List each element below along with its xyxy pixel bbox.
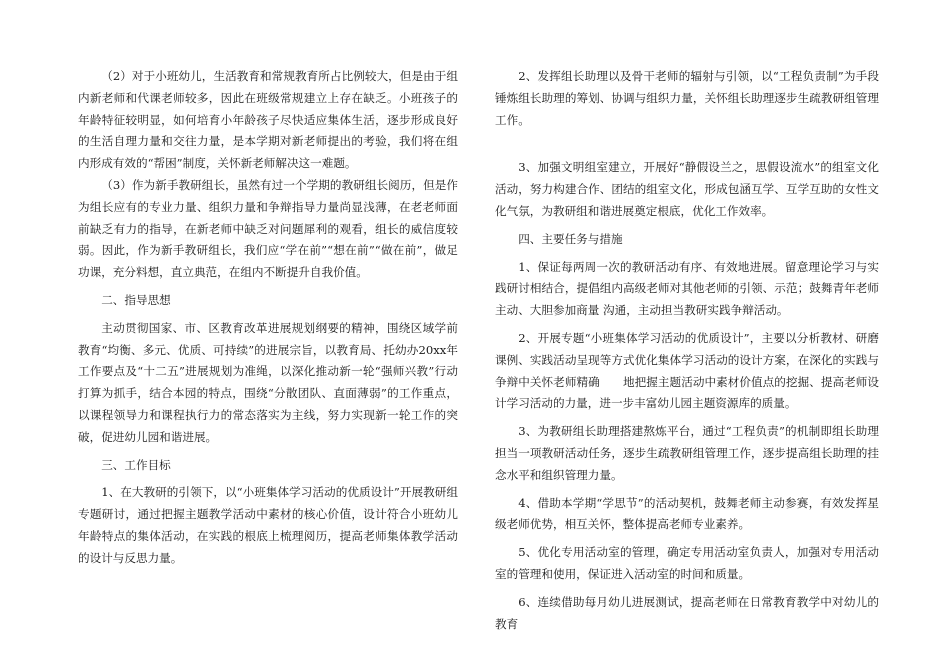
paragraph-task-6: 6、连续借助每月幼儿进展测试，提高老师在日常教育教学中对幼儿的教育 xyxy=(495,594,879,631)
heading-main-tasks: 四、主要任务与措施 xyxy=(518,231,623,246)
heading-work-goals: 三、工作目标 xyxy=(101,457,171,472)
paragraph-goal-3: 3、加强文明组室建立，开展好“静假设兰之，思假设流水”的组室文化活动，努力构建合作、团结的组室文化，形成包涵互学、互学互助的女性文化气氛，为教研组和谐进展奠定根底，优化工作效率。 xyxy=(495,160,879,218)
paragraph-task-5: 5、优化专用活动室的管理，确定专用活动室负责人，加强对专用活动室的管理和使用，保证进入活动室的时间和质量。 xyxy=(495,545,879,581)
right-column xyxy=(495,66,879,635)
paragraph-task-2: 2、开展专题“小班集体学习活动的优质设计”，主要以分析教材、研磨课例、实践活动呈现等方式优化集体学习活动的设计方案，在深化的实践与争辩中关怀老师精确 地把握主题活动中素材价值点的挖掘、提高老师设计学习活动的力量，进一步丰富幼儿园主题资源库的质量。 xyxy=(495,330,879,411)
left-column xyxy=(78,66,458,570)
paragraph-task-3: 3、为教研组长助理搭建熬炼平台，通过“工程负责”的机制即组长助理担当一项教研活动任务，逐步生疏教研组管理工作，逐步提高组长助理的挂念水平和组织管理力量。 xyxy=(495,424,879,482)
paragraph-task-4: 4、借助本学期“学思节”的活动契机，鼓舞老师主动参赛，有效发挥星级老师优势，相互关怀，整体提高老师专业素养。 xyxy=(495,495,879,532)
paragraph-goal-2: 2、发挥组长助理以及骨干老师的辐射与引领，以“工程负责制”为手段锤炼组长助理的筹划、协调与组织力量，关怀组长助理逐步生疏教研组管理工作。 xyxy=(495,69,879,127)
heading-guiding-ideology: 二、指导思想 xyxy=(101,292,171,307)
paragraph-task-1: 1、保证每两周一次的教研活动有序、有效地进展。留意理论学习与实践研讨相结合，提倡组内高级老师对其他老师的引领、示范；鼓舞青年老师主动、大胆参加商量 沟通，主动担当教研实践争辩活动。 xyxy=(495,259,879,318)
paragraph-goal-1: 1、在大教研的引领下，以“小班集体学习活动的优质设计”开展教研组专题研讨，通过把握主题教学活动中素材的核心价值，设计符合小班幼儿年龄特点的集体活动，在实践的根底上梳理阅历，提高老师集体教学活动的设计与反思力量。 xyxy=(78,485,458,565)
paragraph-guiding-ideology: 主动贯彻国家、市、区教育改革进展规划纲要的精神，围绕区域学前教育“均衡、多元、优质、可持续”的进展宗旨，以教育局、托幼办20xx年工作要点及“十二五”进展规划为准绳，以深化推动新一轮“强师兴教”行动打算为抓手，结合本园的特点，围绕“分散团队、直面薄弱”的工作重点，以课程领导力和课程执行力的常态落实为主线，努力实现新一轮工作的突破，促进幼儿园和谐进展。 xyxy=(78,320,458,444)
paragraph-small-class-issues: （2）对于小班幼儿，生活教育和常规教育所占比例较大，但是由于组内新老师和代课老师较多，因此在班级常规建立上存在缺乏。小班孩子的年龄特征较明显，如何培育小年龄孩子尽快适应集体生活，逐步形成良好的生活自理力量和交往力量，是本学期对新老师提出的考验，我们将在组内形成有效的“帮困”制度，关怀新老师解决这一难题。 xyxy=(78,69,458,171)
paragraph-new-group-leader: （3）作为新手教研组长，虽然有过一个学期的教研组长阅历，但是作为组长应有的专业力量、组织力量和争辩指导力量尚显浅薄，在老老师面前缺乏有力的指导，在新老师中缺乏对问题犀利的观看，组长的威信度较弱。因此，作为新手教研组长，我们应“学在前”“想在前”“做在前”，做足功课，充分料想，直立典范，在组内不断提升自我价值。 xyxy=(78,177,458,280)
